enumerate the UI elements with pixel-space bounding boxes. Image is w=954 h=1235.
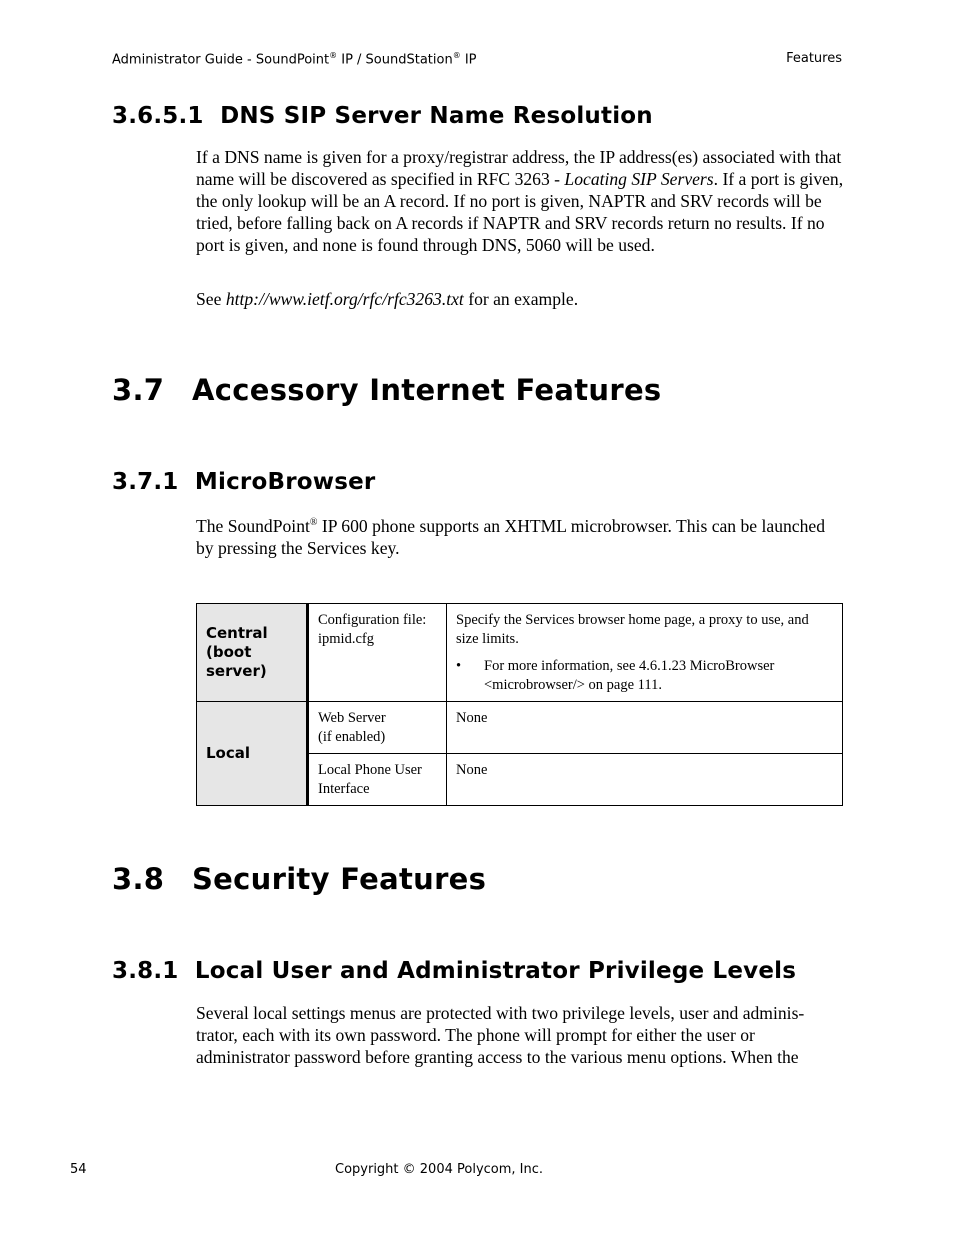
rfc-title: Locating SIP Servers [564, 169, 714, 189]
section-title: Local User and Administrator Privilege Levels [194, 958, 797, 984]
rfc-url: http://www.ietf.org/rfc/rfc3263.txt [225, 289, 464, 309]
table-row [197, 604, 843, 702]
page-number: 54 [70, 1162, 87, 1177]
local-ui-description: None [447, 754, 843, 806]
copyright: Copyright © 2004 Polycom, Inc. [335, 1162, 544, 1177]
dns-paragraph [196, 146, 846, 256]
dns-text-a: If a DNS name is given for a proxy/registrar address, the IP address(es) associated with that name will be discovered as specified in RFC 3263 - [196, 147, 842, 189]
table-row [197, 702, 843, 754]
config-file-cell: Configuration file: ipmid.cfg [308, 604, 447, 702]
heading-3-6-5-1 [112, 103, 653, 129]
registered-mark: ® [452, 51, 461, 60]
dns-text-b: . If a port is given, the only lookup will be an A record. If no port is given, NAPTR and SRV records will be tried, before falling back on A records if NAPTR and SRV records return no results. If no port is given, and none is found through DNS, 5060 will be used. [196, 169, 844, 255]
header-text-3: IP [460, 52, 477, 68]
section-title: Accessory Internet Features [192, 373, 662, 407]
rfc-example-paragraph [196, 288, 846, 310]
local-ui-cell: Local Phone User Interface [308, 754, 447, 806]
section-number: 3.6.5.1 [112, 103, 204, 129]
section-title: Security Features [192, 862, 487, 896]
section-title: MicroBrowser [194, 469, 376, 495]
web-server-cell [308, 702, 447, 754]
heading-3-8 [112, 862, 486, 896]
section-number: 3.7.1 [112, 469, 179, 495]
header-text-2: IP / SoundStation [337, 52, 453, 68]
running-header-left [112, 51, 477, 67]
microbrowser-paragraph [196, 515, 846, 559]
web-server-label: Web Server [318, 710, 386, 726]
section-title: DNS SIP Server Name Resolution [220, 103, 653, 129]
header-text-1: Administrator Guide - SoundPoint [112, 52, 330, 68]
local-scope-cell: Local [197, 702, 308, 806]
bullet-text: For more information, see 4.6.1.23 MicroBrowser <microbrowser/> on page 111. [484, 658, 775, 693]
example-text: for an example. [463, 289, 579, 309]
heading-3-8-1 [112, 958, 796, 984]
microbrowser-config-table [196, 603, 843, 806]
heading-3-7-1 [112, 469, 375, 495]
privilege-paragraph: Several local settings menus are protected with two privilege levels, user and adminis-trator, each with its own password. The phone will prompt for either the user or administrator password before granting access to the various menu options. When the [196, 1003, 805, 1067]
heading-3-7 [112, 373, 662, 407]
central-description: Specify the Services browser home page, a proxy to use, and size limits. [456, 612, 809, 647]
see-text: See [196, 289, 226, 309]
central-scope-cell: Central (boot server) [197, 604, 308, 702]
mb-text-a: The SoundPoint [196, 516, 310, 536]
bullet-item [456, 657, 833, 694]
mb-text-b: IP 600 phone supports an XHTML microbrowser. This can be launched by pressing the Services key. [196, 516, 826, 558]
section-number: 3.8.1 [112, 958, 179, 984]
central-description-cell [447, 604, 843, 702]
running-header-right: Features [786, 51, 842, 66]
section-number: 3.8 [112, 862, 165, 896]
web-server-description: None [447, 702, 843, 754]
registered-mark: ® [329, 51, 338, 60]
section-number: 3.7 [112, 373, 165, 407]
bullet-icon: • [456, 658, 462, 674]
web-server-note: (if enabled) [318, 728, 386, 745]
registered-mark: ® [309, 517, 318, 529]
